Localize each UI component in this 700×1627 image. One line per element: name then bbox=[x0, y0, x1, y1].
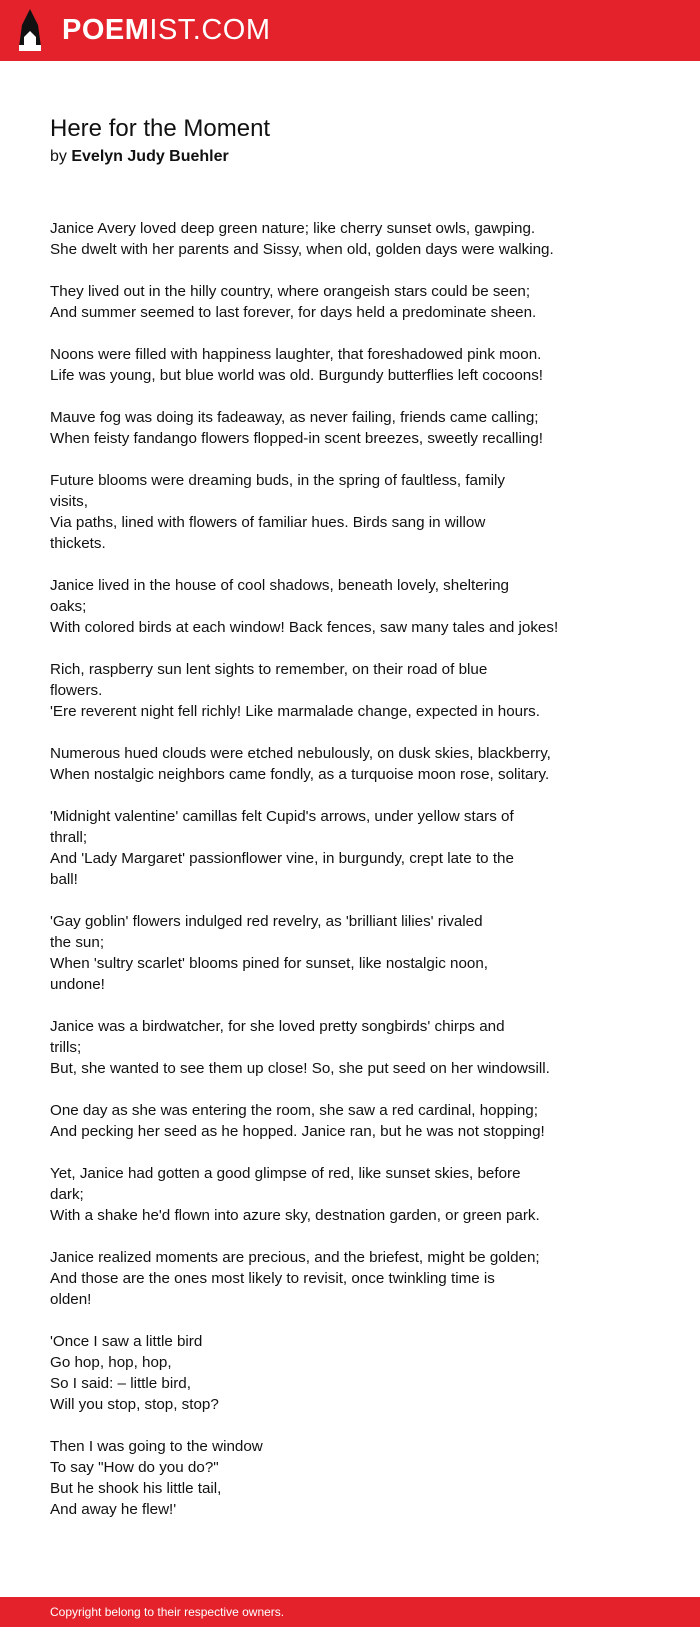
poem-line: Numerous hued clouds were etched nebulously, on dusk skies, blackberry, bbox=[50, 745, 551, 762]
poem-line: Will you stop, stop, stop? bbox=[50, 1396, 219, 1413]
poem-line: And pecking her seed as he hopped. Janice ran, but he was not stopping! bbox=[50, 1123, 545, 1140]
poem-line: But, she wanted to see them up close! So, she put seed on her windowsill. bbox=[50, 1060, 550, 1077]
poem-line: Rich, raspberry sun lent sights to remember, on their road of blue bbox=[50, 661, 488, 678]
brand-bold: POEM bbox=[62, 14, 150, 46]
poem-line: Janice Avery loved deep green nature; like cherry sunset owls, gawping. bbox=[50, 220, 536, 237]
poem-stanza bbox=[50, 1331, 570, 1415]
poem-line: One day as she was entering the room, she saw a red cardinal, hopping; bbox=[50, 1102, 538, 1119]
poem-stanza bbox=[50, 281, 570, 323]
poem-line: 'Gay goblin' flowers indulged red revelry, as 'brilliant lilies' rivaled bbox=[50, 913, 483, 930]
poem-line: Janice lived in the house of cool shadows, beneath lovely, sheltering bbox=[50, 577, 510, 594]
poem-stanza bbox=[50, 1016, 570, 1079]
poem-line: But he shook his little tail, bbox=[50, 1480, 222, 1497]
poem-line: 'Midnight valentine' camillas felt Cupid's arrows, under yellow stars of bbox=[50, 808, 514, 825]
poem-line: 'Ere reverent night fell richly! Like marmalade change, expected in hours. bbox=[50, 703, 540, 720]
poem-line: And those are the ones most likely to revisit, once twinkling time is bbox=[50, 1270, 495, 1287]
poem-line: flowers. bbox=[50, 682, 103, 699]
poem-stanza bbox=[50, 218, 570, 260]
poem-line: And summer seemed to last forever, for days held a predominate sheen. bbox=[50, 304, 537, 321]
site-footer bbox=[0, 1597, 700, 1627]
poem-line: dark; bbox=[50, 1186, 84, 1203]
poem-line: thickets. bbox=[50, 535, 106, 552]
poem-line: Then I was going to the window bbox=[50, 1438, 263, 1455]
poem-stanza bbox=[50, 1163, 570, 1226]
by-label: by bbox=[50, 148, 67, 165]
poem-line: olden! bbox=[50, 1291, 92, 1308]
poem-heading bbox=[50, 114, 570, 168]
poem-line: ball! bbox=[50, 871, 78, 888]
poem-stanza bbox=[50, 911, 570, 995]
poem-line: Life was young, but blue world was old. Burgundy butterflies left cocoons! bbox=[50, 367, 544, 384]
poem-line: To say "How do you do?" bbox=[50, 1459, 219, 1476]
poem-line: Janice realized moments are precious, and the briefest, might be golden; bbox=[50, 1249, 540, 1266]
poem-stanza bbox=[50, 1100, 570, 1142]
poem-line: oaks; bbox=[50, 598, 87, 615]
poem-line: Noons were filled with happiness laughter, that foreshadowed pink moon. bbox=[50, 346, 542, 363]
author-name[interactable]: Evelyn Judy Buehler bbox=[71, 148, 229, 165]
poem-line: undone! bbox=[50, 976, 105, 993]
poem-line: Via paths, lined with flowers of familiar hues. Birds sang in willow bbox=[50, 514, 486, 531]
poem-line: And away he flew!' bbox=[50, 1501, 177, 1518]
poem-line: She dwelt with her parents and Sissy, when old, golden days were walking. bbox=[50, 241, 554, 258]
poem-line: So I said: – little bird, bbox=[50, 1375, 191, 1392]
poem-line: Yet, Janice had gotten a good glimpse of red, like sunset skies, before bbox=[50, 1165, 521, 1182]
poem-line: Go hop, hop, hop, bbox=[50, 1354, 172, 1371]
poem-line: They lived out in the hilly country, where orangeish stars could be seen; bbox=[50, 283, 531, 300]
byline bbox=[50, 146, 570, 168]
poem-line: And 'Lady Margaret' passionflower vine, in burgundy, crept late to the bbox=[50, 850, 514, 867]
poem-stanza bbox=[50, 806, 570, 890]
brand-rest: IST.COM bbox=[149, 14, 271, 46]
poem-line: visits, bbox=[50, 493, 88, 510]
poem-line: Future blooms were dreaming buds, in the spring of faultless, family bbox=[50, 472, 505, 489]
poem-title: Here for the Moment bbox=[50, 115, 271, 142]
poem-stanza bbox=[50, 743, 570, 785]
copyright-text: Copyright belong to their respective owners. bbox=[50, 1605, 285, 1619]
poem-line: When nostalgic neighbors came fondly, as a turquoise moon rose, solitary. bbox=[50, 766, 550, 783]
poem-line: When 'sultry scarlet' blooms pined for sunset, like nostalgic noon, bbox=[50, 955, 489, 972]
site-logo-text[interactable] bbox=[62, 13, 271, 47]
poem-stanza bbox=[50, 1436, 570, 1520]
poem-line: thrall; bbox=[50, 829, 88, 846]
poem-line: When feisty fandango flowers flopped-in scent breezes, sweetly recalling! bbox=[50, 430, 544, 447]
poem-line: Mauve fog was doing its fadeaway, as never failing, friends came calling; bbox=[50, 409, 539, 426]
poem-line: trills; bbox=[50, 1039, 82, 1056]
poem-stanza bbox=[50, 575, 570, 638]
poem-line: With colored birds at each window! Back fences, saw many tales and jokes! bbox=[50, 619, 559, 636]
poem-stanza bbox=[50, 344, 570, 386]
poem-line: Janice was a birdwatcher, for she loved pretty songbirds' chirps and bbox=[50, 1018, 505, 1035]
pencil-tip-icon[interactable] bbox=[17, 9, 43, 51]
poem-line: the sun; bbox=[50, 934, 105, 951]
poem-stanza bbox=[50, 1247, 570, 1310]
poem-line: With a shake he'd flown into azure sky, destnation garden, or green park. bbox=[50, 1207, 540, 1224]
poem-stanza bbox=[50, 470, 570, 554]
poem-stanza bbox=[50, 407, 570, 449]
poem-stanza bbox=[50, 659, 570, 722]
site-header bbox=[0, 0, 700, 61]
poem-line: 'Once I saw a little bird bbox=[50, 1333, 203, 1350]
poem-body bbox=[50, 218, 570, 1541]
